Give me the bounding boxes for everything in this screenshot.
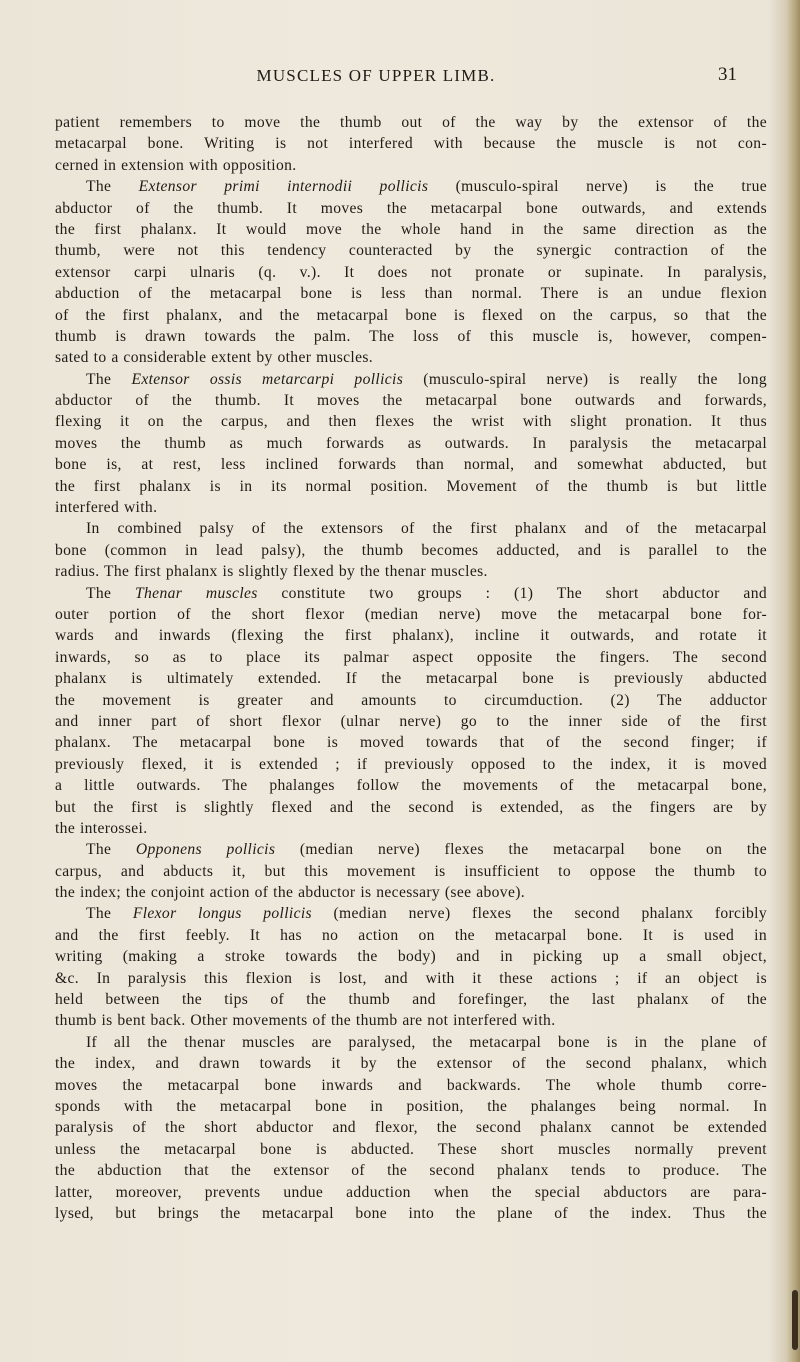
text-line-lead: The [86, 178, 139, 196]
muscle-name: Opponens pollicis [135, 841, 276, 859]
text-line-rest: (median nerve) flexes the metacarpal bone on the [275, 841, 767, 859]
text-line-lead: The [86, 905, 133, 923]
text-line: previously flexed, it is extended ; if previously opposed to the index, it is moved [55, 755, 767, 773]
text-line-lead: The [86, 841, 136, 859]
muscle-name: Extensor primi internodii pollicis [138, 178, 429, 196]
text-line: the index, and drawn towards it by the extensor of the second phalanx, which [55, 1055, 767, 1073]
text-line: If all the thenar muscles are paralysed, the metacarpal bone is in the plane of [86, 1033, 767, 1051]
text-line: patient remembers to move the thumb out of the way by the extensor of the [55, 114, 767, 131]
text-line: held between the tips of the thumb and forefinger, the last phalanx of the [55, 991, 767, 1009]
text-line: inwards, so as to place its palmar aspect opposite the fingers. The second [55, 648, 767, 666]
text-line: but the first is slightly flexed and the second is extended, as the fingers are by [55, 798, 767, 816]
text-line: bone (common in lead palsy), the thumb becomes adducted, and is parallel to the [55, 541, 767, 559]
text-line: the index; the conjoint action of the abductor is necessary (see above). [55, 884, 526, 902]
text-line: the first phalanx is in its normal position. Movement of the thumb is but little [55, 477, 767, 495]
text-line: flexing it on the carpus, and then flexes the wrist with slight pronation. It thus [55, 413, 767, 431]
text-line: moves the thumb as much forwards as outwards. In paralysis the metacarpal [55, 434, 767, 452]
text-line: the interossei. [55, 819, 148, 837]
text-line: phalanx. The metacarpal bone is moved towards that of the second finger; if [55, 734, 767, 752]
text-line-rest: (musculo-spiral nerve) is really the long [403, 370, 767, 388]
text-line: unless the metacarpal bone is abducted. These short muscles normally prevent [55, 1140, 767, 1158]
text-line-rest: (musculo-spiral nerve) is the true [428, 178, 767, 196]
text-line: interfered with. [55, 499, 158, 517]
text-line: lysed, but brings the metacarpal bone into the plane of the index. Thus the [55, 1204, 767, 1222]
text-line [55, 176, 767, 197]
text-line: the first phalanx. It would move the whole hand in the same direction as the [55, 220, 767, 238]
text-line [55, 903, 767, 924]
text-line: &c. In paralysis this flexion is lost, and with it these actions ; if an object is [55, 969, 767, 987]
text-line: In combined palsy of the extensors of the first phalanx and of the metacarpal [86, 520, 767, 538]
text-line: extensor carpi ulnaris (q. v.). It does not pronate or supinate. In paralysis, [55, 263, 767, 281]
text-line: abductor of the thumb. It moves the metacarpal bone outwards and forwards, [55, 392, 767, 410]
text-line [55, 583, 767, 604]
text-line: phalanx is ultimately extended. If the metacarpal bone is previously abducted [55, 670, 767, 688]
text-line: latter, moreover, prevents undue adduction when the special abductors are para- [55, 1183, 767, 1201]
text-line: of the first phalanx, and the metacarpal bone is flexed on the carpus, so that the [55, 306, 767, 324]
text-line: abductor of the thumb. It moves the metacarpal bone outwards, and extends [55, 199, 767, 217]
text-line-lead: The [86, 370, 132, 388]
page-number: 31 [718, 64, 737, 85]
text-line: the abduction that the extensor of the second phalanx tends to produce. The [55, 1162, 767, 1180]
text-line: thumb is bent back. Other movements of the thumb are not interfered with. [55, 1012, 556, 1030]
text-line: metacarpal bone. Writing is not interfered with because the muscle is not con- [55, 135, 767, 153]
text-line: thumb is drawn towards the palm. The loss of this muscle is, however, compen- [55, 327, 767, 345]
text-line: moves the metacarpal bone inwards and backwards. The whole thumb corre- [55, 1076, 767, 1094]
page-edge-mark [792, 1290, 798, 1350]
text-line: thumb, were not this tendency counteracted by the synergic contraction of the [55, 242, 767, 260]
text-line-rest: (median nerve) flexes the second phalanx forcibly [311, 905, 767, 923]
text-line: paralysis of the short abductor and flexor, the second phalanx cannot be extended [55, 1119, 767, 1137]
text-line [55, 369, 767, 390]
running-head: MUSCLES OF UPPER LIMB. [256, 66, 496, 85]
page-edge [786, 0, 800, 1362]
text-line: and inner part of short flexor (ulnar nerve) go to the inner side of the first [55, 712, 767, 730]
muscle-name: Extensor ossis metarcarpi pollicis [131, 370, 404, 388]
text-line: sponds with the metacarpal bone in position, the phalanges being normal. In [55, 1097, 767, 1115]
text-line-lead: The [86, 584, 136, 602]
text-line: abduction of the metacarpal bone is less than normal. There is an undue flexion [55, 285, 767, 303]
text-line: carpus, and abducts it, but this movement is insufficient to oppose the thumb to [55, 862, 767, 880]
muscle-name: Thenar muscles [135, 584, 258, 602]
text-line: radius. The first phalanx is slightly flexed by the thenar muscles. [55, 563, 488, 581]
text-line: sated to a considerable extent by other muscles. [55, 349, 374, 367]
text-line: writing (making a stroke towards the body) and in picking up a small object, [55, 948, 767, 966]
text-line: wards and inwards (flexing the first phalanx), incline it outwards, and rotate it [55, 627, 767, 645]
text-line [55, 839, 767, 860]
text-line: outer portion of the short flexor (median nerve) move the metacarpal bone for- [55, 605, 767, 623]
text-line: the movement is greater and amounts to circumduction. (2) The adductor [55, 691, 767, 709]
text-line-rest: constitute two groups : (1) The short abductor and [257, 584, 767, 602]
text-line: a little outwards. The phalanges follow the movements of the metacarpal bone, [55, 777, 767, 795]
body-text [55, 112, 767, 1224]
muscle-name: Flexor longus pollicis [132, 905, 312, 923]
text-line: bone is, at rest, less inclined forwards than normal, and somewhat abducted, but [55, 456, 767, 474]
text-line: cerned in extension with opposition. [55, 156, 297, 174]
text-line: and the first feebly. It has no action on the metacarpal bone. It is used in [55, 926, 767, 944]
